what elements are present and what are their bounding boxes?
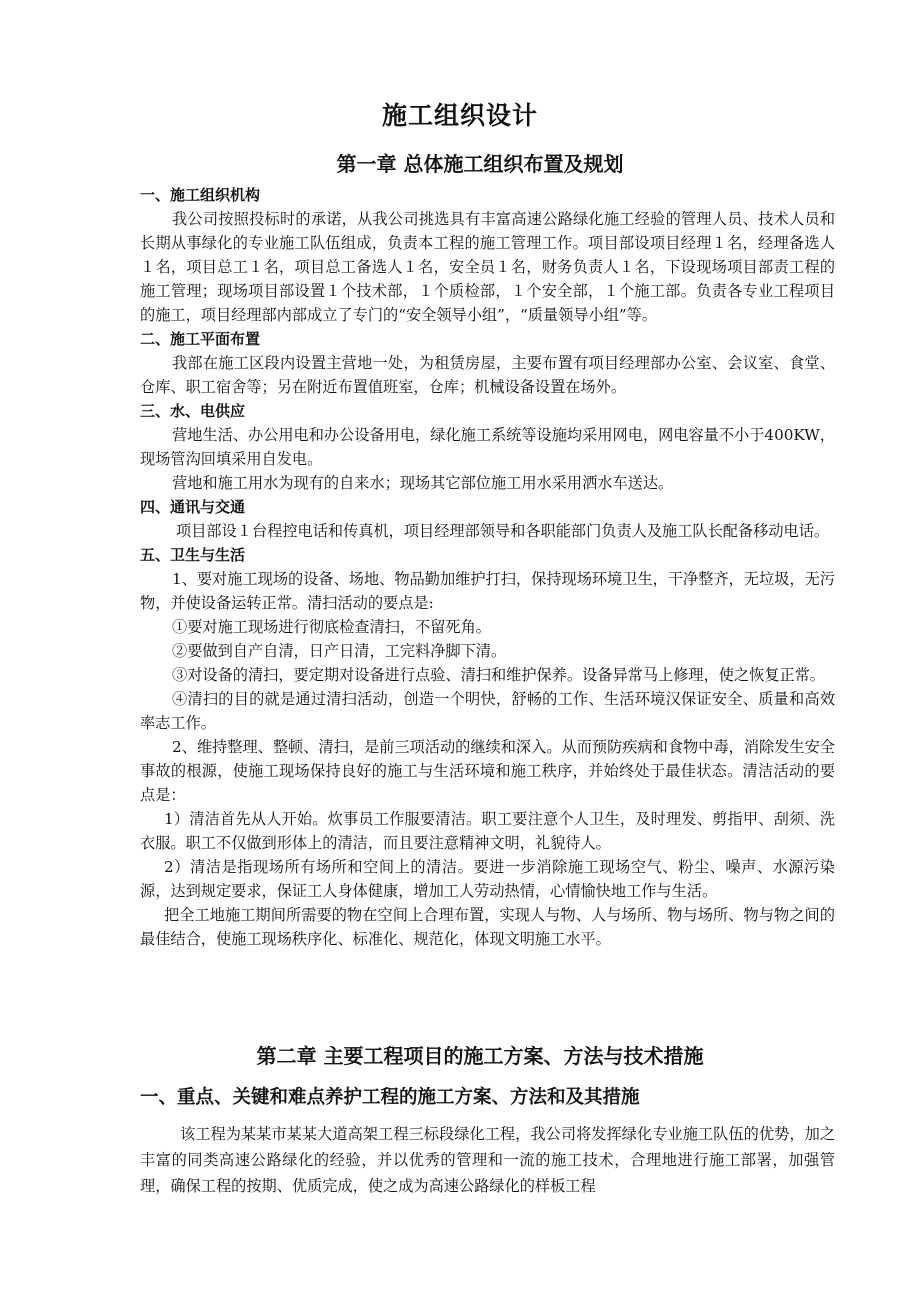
paragraph: 营地生活、办公用电和办公设备用电，绿化施工系统等设施均采用网电，网电容量不小于400KW，现场管沟回填采用自发电。 <box>140 426 835 468</box>
chapter-2-body <box>140 1085 835 1199</box>
section-heading-organization: 一、施工组织机构 <box>140 186 261 204</box>
paragraph: 营地和施工用水为现有的自来水；现场其它部位施工用水采用洒水车送达。 <box>172 474 674 492</box>
chapter-1-body <box>140 183 835 951</box>
list-item: 1）清洁首先从人开始。炊事员工作服要清洁。职工要注意个人卫生，及时理发、剪指甲、刮须、洗衣服。职工不仅做到形体上的清洁，而且要注意精神文明，礼貌待人。 <box>140 810 835 852</box>
paragraph: 该工程为某某市某某大道高架工程三标段绿化工程，我公司将发挥绿化专业施工队伍的优势，加之丰富的同类高速公路绿化的经验，并以优秀的管理和一流的施工技术，合理地进行施工部署，加强管理，确保工程的按期、优质完成，使之成为高速公路绿化的样板工程 <box>140 1125 835 1195</box>
section-heading-layout: 二、施工平面布置 <box>140 330 261 348</box>
list-item: ①要对施工现场进行彻底检查清扫，不留死角。 <box>172 618 491 636</box>
document-title: 施工组织设计 <box>381 101 538 130</box>
paragraph: 我公司按照投标时的承诺，从我公司挑选具有丰富高速公路绿化施工经验的管理人员、技术人员和长期从事绿化的专业施工队伍组成，负责本工程的施工管理工作。项目部设项目经理１名，经理备选人１名，项目总工１名，项目总工备选人１名，安全员１名，财务负责人１名，下设现场项目部责工程的施工管理；现场项目部设置１个技术部，１个质检部，１个安全部，１个施工部。负责各专业工程项目的施工，项目经理部内部成立了专门的“安全领导小组”，“质量领导小组”等。 <box>140 210 835 324</box>
list-item: ②要做到自产自清，日产日清，工完料净脚下清。 <box>172 642 507 660</box>
list-item: ④清扫的目的就是通过清扫活动，创造一个明快，舒畅的工作、生活环境汉保证安全、质量和高效率志工作。 <box>140 690 835 732</box>
paragraph: 项目部设１台程控电话和传真机，项目经理部领导和各职能部门负责人及施工队长配备移动电话。 <box>176 522 830 540</box>
chapter-2-title: 第二章 主要工程项目的施工方案、方法与技术措施 <box>256 1044 704 1068</box>
section-heading-communication: 四、通讯与交通 <box>140 498 246 516</box>
list-item: ③对设备的清扫，要定期对设备进行点验、清扫和维护保养。设备异常马上修理，使之恢复正常。 <box>172 666 826 684</box>
chapter-1-title: 第一章 总体施工组织布置及规划 <box>336 152 624 176</box>
section-heading-hygiene: 五、卫生与生活 <box>140 546 246 564</box>
section-heading-key-works: 一、重点、关键和难点养护工程的施工方案、方法和及其措施 <box>140 1087 640 1108</box>
paragraph: 把全工地施工期间所需要的物在空间上合理布置，实现人与物、人与场所、物与场所、物与物之间的最佳结合，使施工现场秩序化、标准化、规范化，体现文明施工水平。 <box>140 906 835 948</box>
list-item: 2）清洁是指现场所有场所和空间上的清洁。要进一步消除施工现场空气、粉尘、噪声、水源污染源，达到规定要求，保证工人身体健康，增加工人劳动热情，心情愉快地工作与生活。 <box>140 858 835 900</box>
paragraph: 2、维持整理、整顿、清扫，是前三项活动的继续和深入。从而预防疾病和食物中毒，消除发生安全事故的根源，使施工现场保持良好的施工与生活环境和施工秩序，并始终处于最佳状态。清洁活动的要点是： <box>140 738 835 804</box>
section-heading-water-power: 三、水、电供应 <box>140 402 246 420</box>
paragraph: 我部在施工区段内设置主营地一处，为租赁房屋，主要布置有项目经理部办公室、会议室、食堂、仓库、职工宿舍等；另在附近布置值班室，仓库；机械设备设置在场外。 <box>140 354 835 396</box>
paragraph: 1、要对施工现场的设备、场地、物品勤加维护打扫，保持现场环境卫生，干净整齐，无垃圾，无污物，并使设备运转正常。清扫活动的要点是: <box>140 570 835 612</box>
